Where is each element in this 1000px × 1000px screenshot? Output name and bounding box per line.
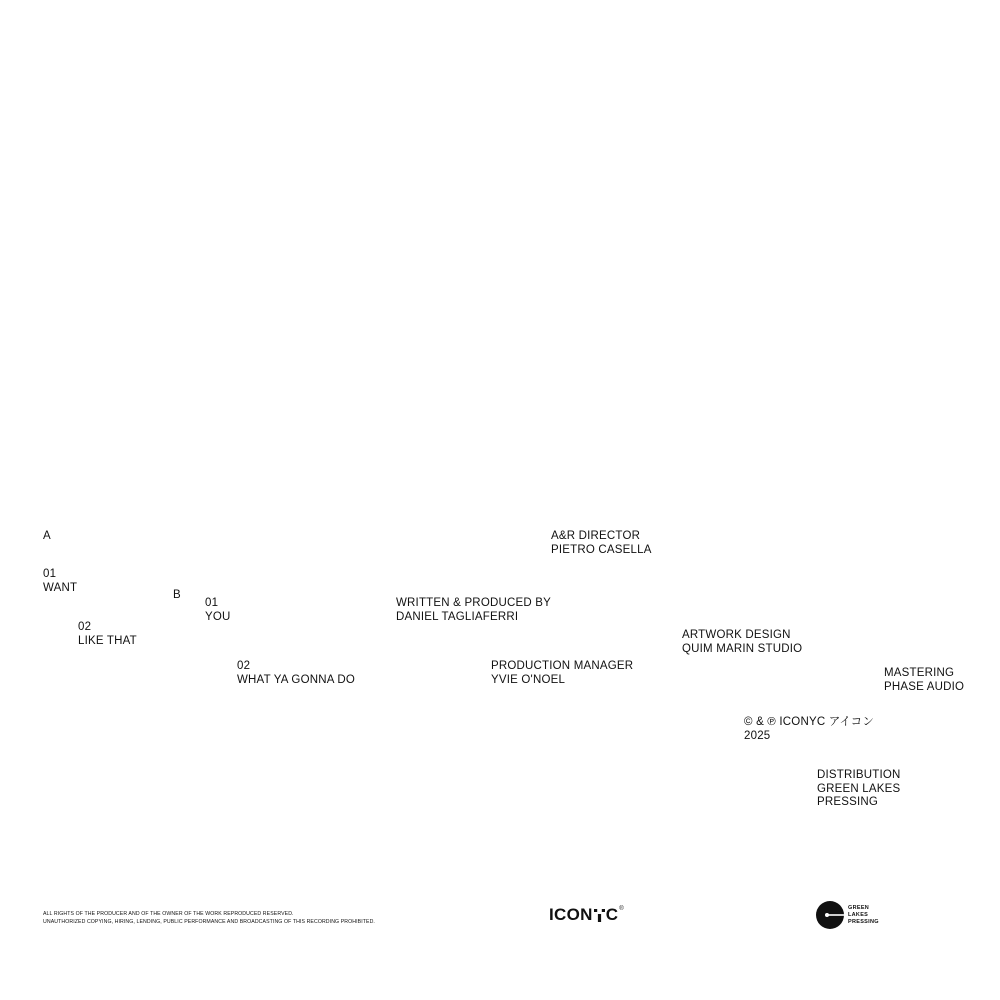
track-number: 02 <box>78 621 92 633</box>
green-lakes-pressing-logo <box>816 901 879 929</box>
credit-name: YVIE O'NOEL <box>491 673 566 686</box>
credit-production-manager <box>491 660 633 687</box>
side-a-track-2 <box>78 621 137 648</box>
credit-role: ARTWORK DESIGN <box>682 629 791 641</box>
credit-name: PHASE AUDIO <box>884 680 965 693</box>
credit-written-produced <box>396 597 551 624</box>
credit-name-cont: PRESSING <box>817 796 879 808</box>
side-a-track-1 <box>43 568 77 595</box>
glp-wordmark: GREEN LAKES PRESSING <box>848 904 879 925</box>
credit-role: A&R DIRECTOR <box>551 530 641 542</box>
iconyc-logo: ICON C ® <box>549 905 625 924</box>
credit-role: WRITTEN & PRODUCED BY <box>396 597 551 609</box>
track-number: 01 <box>205 597 219 609</box>
credit-name: GREEN LAKES <box>817 782 901 795</box>
credit-mastering <box>884 667 964 694</box>
credit-name: DANIEL TAGLIAFERRI <box>396 610 519 623</box>
side-b-label: B <box>173 589 181 601</box>
copyright-year: 2025 <box>744 729 771 742</box>
track-title: WANT <box>43 581 78 594</box>
track-title: YOU <box>205 610 231 623</box>
track-number: 02 <box>237 660 251 672</box>
logo-y-glyph <box>593 905 606 925</box>
credit-name: QUIM MARIN STUDIO <box>682 642 803 655</box>
record-icon <box>816 901 844 929</box>
credit-role: MASTERING <box>884 667 955 679</box>
side-b-track-1 <box>205 597 231 624</box>
track-title: LIKE THAT <box>78 634 137 647</box>
credit-ar-director <box>551 530 652 557</box>
credit-distribution <box>817 769 901 810</box>
copyright-line: © & ℗ ICONYC アイコン <box>744 716 875 728</box>
track-number: 01 <box>43 568 57 580</box>
copyright-notice <box>744 716 874 743</box>
track-title: WHAT YA GONNA DO <box>237 673 356 686</box>
side-b-track-2 <box>237 660 355 687</box>
legal-notice: ALL RIGHTS OF THE PRODUCER AND OF THE OWNER OF THE WORK REPRODUCED RESERVED. UNAUTHORIZED COPYING, HIRING, LENDING, PUBLIC PERFORMANCE AND BROADCASTING OF THIS RECORDING PROHIBITED. <box>43 911 375 925</box>
credit-role: DISTRIBUTION <box>817 769 901 781</box>
credit-role: PRODUCTION MANAGER <box>491 660 634 672</box>
credit-artwork <box>682 629 802 656</box>
side-a-label: A <box>43 530 51 542</box>
credit-name: PIETRO CASELLA <box>551 543 652 556</box>
